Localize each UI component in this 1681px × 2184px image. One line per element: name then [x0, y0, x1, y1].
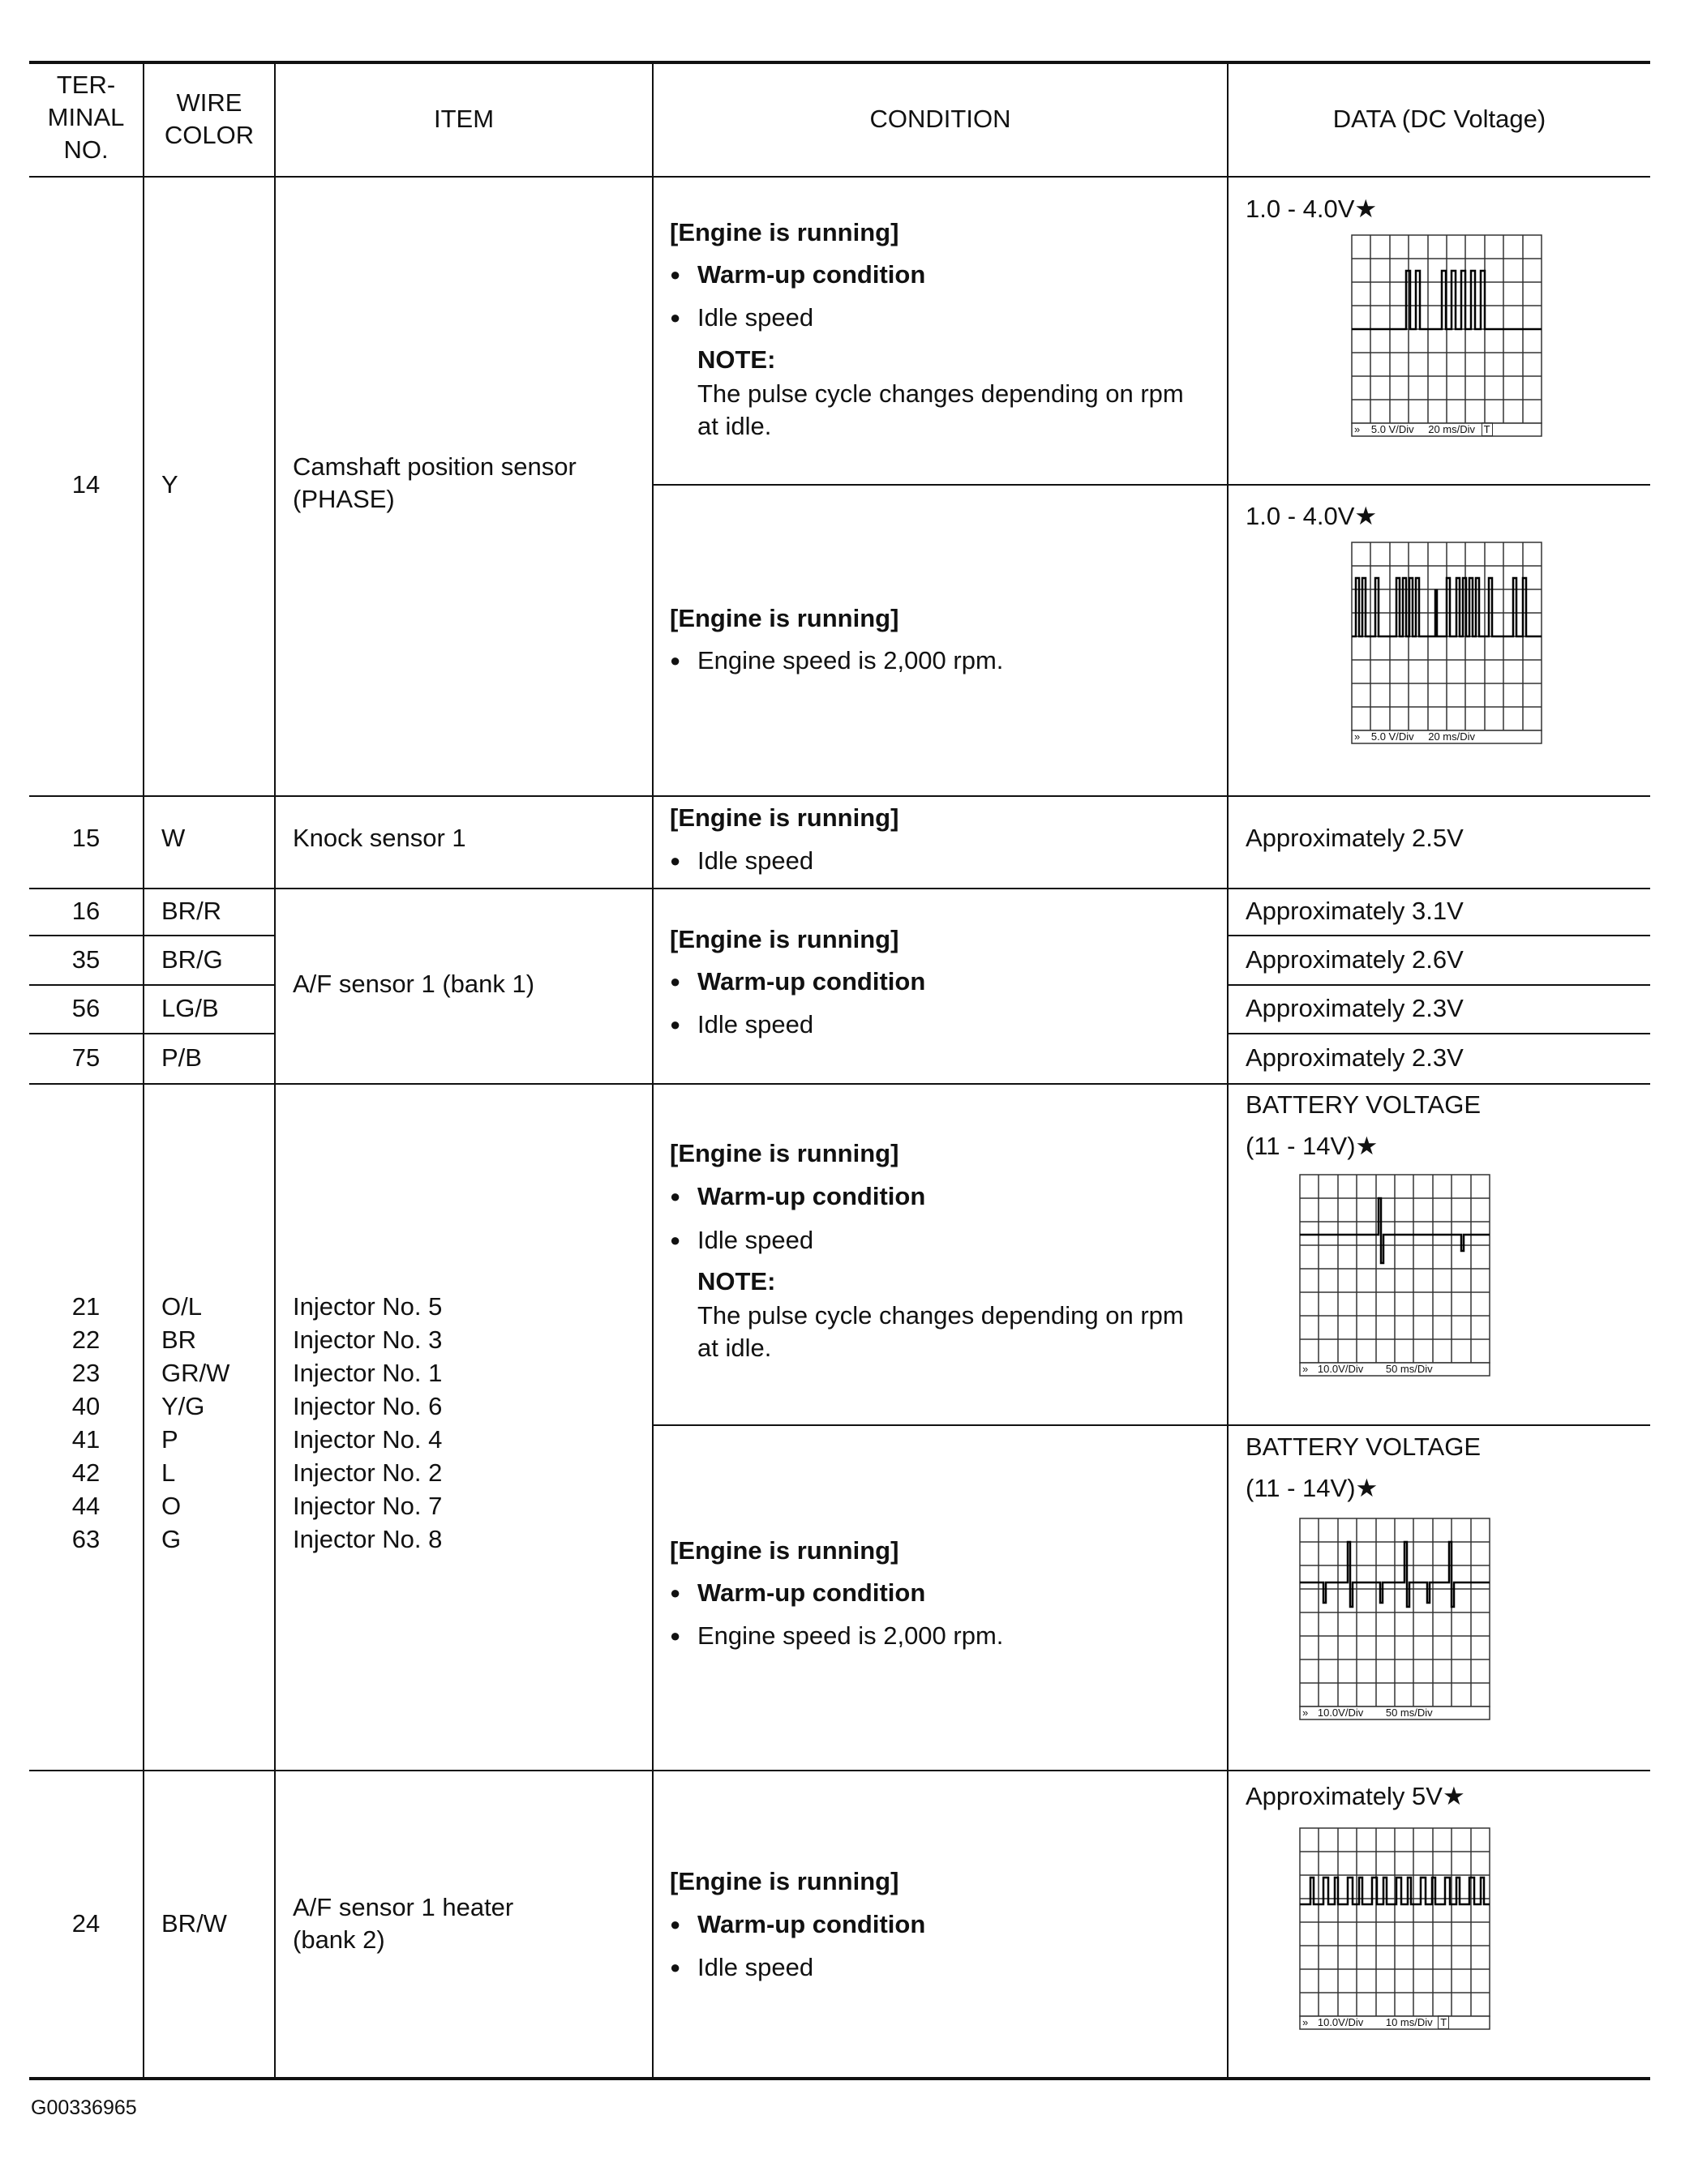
terminal-number: 14	[71, 470, 101, 499]
note-label: NOTE:	[697, 345, 776, 374]
row-divider	[653, 484, 1650, 486]
condition-state: [Engine is running]	[670, 1536, 899, 1565]
header-terminal-no: TER- MINAL NO.	[47, 71, 125, 164]
scope-time-scale: 10 ms/Div	[1385, 2016, 1433, 2028]
condition-bullet	[670, 1951, 813, 1984]
oscilloscope-waveform	[1299, 1518, 1490, 1720]
condition-state: [Engine is running]	[670, 1867, 899, 1895]
wire-color: BR/G	[161, 945, 223, 974]
data-value: 1.0 - 4.0V★	[1246, 195, 1378, 223]
data-value: Approximately 2.3V	[1246, 994, 1464, 1022]
data-value: (11 - 14V)★	[1246, 1132, 1379, 1160]
row-divider	[29, 1033, 275, 1034]
scope-time-scale: 20 ms/Div	[1428, 730, 1476, 743]
terminal-number: 75	[71, 1043, 101, 1072]
condition-bullet	[670, 1908, 925, 1941]
terminal-number: 35	[71, 945, 101, 974]
wire-color: LG/B	[161, 994, 219, 1022]
terminal-number: 15	[71, 824, 101, 852]
condition-state: [Engine is running]	[670, 925, 899, 953]
header-wire-color: WIRE COLOR	[164, 88, 255, 149]
row-divider	[29, 984, 275, 986]
condition-text: Engine speed is 2,000 rpm.	[697, 1621, 1004, 1650]
condition-state: [Engine is running]	[670, 218, 899, 246]
condition-state: [Engine is running]	[670, 604, 899, 632]
terminal-numbers: 21 22 23 40 41 42 44 63	[71, 1292, 101, 1553]
condition-text: Idle speed	[697, 1010, 814, 1038]
data-label: BATTERY VOLTAGE	[1246, 1090, 1481, 1119]
condition-text: Warm-up condition	[697, 1910, 926, 1938]
condition-bullet	[670, 966, 925, 998]
condition-bullet	[670, 259, 925, 291]
condition-bullet	[670, 1008, 813, 1041]
table-top-border	[29, 61, 1650, 64]
item-name: Knock sensor 1	[293, 824, 466, 852]
data-value: (11 - 14V)★	[1246, 1474, 1379, 1502]
data-label: BATTERY VOLTAGE	[1246, 1432, 1481, 1461]
column-divider	[652, 62, 654, 2079]
condition-bullet	[670, 845, 813, 877]
terminal-number: 16	[71, 897, 101, 925]
condition-text: Warm-up condition	[697, 1578, 926, 1607]
oscilloscope-waveform	[1351, 234, 1542, 437]
condition-text: Engine speed is 2,000 rpm.	[697, 646, 1004, 674]
condition-text: Warm-up condition	[697, 260, 926, 289]
scope-time-scale: 50 ms/Div	[1385, 1363, 1433, 1375]
note-text: The pulse cycle changes depending on rpm at idle.	[697, 1301, 1184, 1362]
terminal-number: 24	[71, 1909, 101, 1938]
condition-text: Idle speed	[697, 846, 814, 875]
table-bottom-border	[29, 2077, 1650, 2080]
wire-color: W	[161, 824, 186, 852]
header-item: ITEM	[433, 105, 495, 133]
item-name: A/F sensor 1 heater (bank 2)	[293, 1893, 514, 1954]
condition-text: Idle speed	[697, 303, 814, 332]
condition-text: Idle speed	[697, 1226, 814, 1254]
item-name: Camshaft position sensor (PHASE)	[293, 452, 577, 513]
note-label: NOTE:	[697, 1267, 776, 1295]
column-divider	[143, 62, 144, 2079]
wire-color: Y	[161, 470, 178, 499]
column-divider	[274, 62, 276, 2079]
note-text: The pulse cycle changes depending on rpm at idle.	[697, 379, 1184, 440]
row-divider	[1228, 935, 1650, 936]
terminal-number: 56	[71, 994, 101, 1022]
data-value: Approximately 2.5V	[1246, 824, 1464, 852]
scope-voltage-scale: 5.0 V/Div	[1370, 423, 1414, 435]
condition-bullet	[670, 1180, 925, 1213]
condition-bullet	[670, 644, 1003, 677]
scope-tag: T	[1438, 2015, 1449, 2029]
scope-trigger-icon: »	[1302, 1363, 1309, 1375]
scope-trigger-icon: »	[1354, 730, 1361, 743]
row-divider	[29, 795, 1650, 797]
oscilloscope-waveform	[1351, 542, 1542, 744]
scope-time-scale: 20 ms/Div	[1428, 423, 1476, 435]
wire-color: BR/R	[161, 897, 222, 925]
item-names: Injector No. 5 Injector No. 3 Injector No. 1 Injector No. 6 Injector No. 4 Injector No. 2 Injector No. 7 Injector No. 8	[293, 1292, 443, 1553]
condition-state: [Engine is running]	[670, 803, 899, 832]
row-divider	[29, 1770, 1650, 1771]
scope-voltage-scale: 10.0V/Div	[1317, 1707, 1364, 1719]
wire-color: BR/W	[161, 1909, 227, 1938]
data-value: Approximately 2.3V	[1246, 1043, 1464, 1072]
condition-bullet	[670, 1620, 1003, 1652]
scope-time-scale: 50 ms/Div	[1385, 1707, 1433, 1719]
row-divider	[29, 1083, 1650, 1085]
row-divider	[29, 888, 1650, 889]
condition-bullet	[670, 1577, 925, 1609]
scope-voltage-scale: 5.0 V/Div	[1370, 730, 1414, 743]
header-data: DATA (DC Voltage)	[1332, 105, 1546, 133]
scope-trigger-icon: »	[1354, 423, 1361, 435]
header-condition: CONDITION	[869, 105, 1011, 133]
column-divider	[1227, 62, 1229, 2079]
condition-text: Warm-up condition	[697, 1182, 926, 1210]
data-value: Approximately 5V★	[1246, 1782, 1465, 1810]
row-divider	[1228, 1033, 1650, 1034]
wire-colors: O/L BR GR/W Y/G P L O G	[161, 1292, 230, 1553]
row-divider	[653, 1424, 1650, 1426]
item-name: A/F sensor 1 (bank 1)	[293, 970, 535, 998]
data-value: Approximately 3.1V	[1246, 897, 1464, 925]
scope-tag: T	[1482, 422, 1493, 436]
row-divider	[29, 935, 275, 936]
oscilloscope-waveform	[1299, 1827, 1490, 2030]
scope-voltage-scale: 10.0V/Div	[1317, 1363, 1364, 1375]
condition-bullet	[670, 302, 813, 334]
scope-trigger-icon: »	[1302, 2016, 1309, 2028]
condition-state: [Engine is running]	[670, 1139, 899, 1167]
condition-text: Idle speed	[697, 1953, 814, 1981]
header-divider	[29, 176, 1650, 178]
row-divider	[1228, 984, 1650, 986]
scope-trigger-icon: »	[1302, 1707, 1309, 1719]
condition-bullet	[670, 1224, 813, 1257]
condition-text: Warm-up condition	[697, 967, 926, 996]
scope-voltage-scale: 10.0V/Div	[1317, 2016, 1364, 2028]
wire-color: P/B	[161, 1043, 202, 1072]
oscilloscope-waveform	[1299, 1174, 1490, 1377]
figure-code: G00336965	[31, 2096, 137, 2119]
data-value: Approximately 2.6V	[1246, 945, 1464, 974]
data-value: 1.0 - 4.0V★	[1246, 502, 1378, 530]
